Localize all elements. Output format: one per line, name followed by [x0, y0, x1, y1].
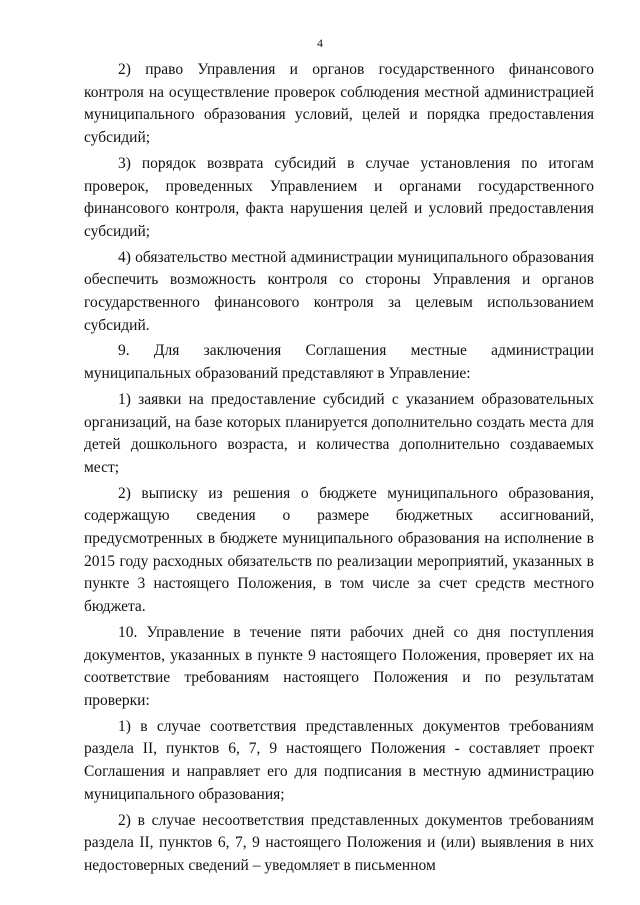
paragraph-item-3-refund: 3) порядок возврата субсидий в случае установления по итогам проверок, проведенных Управлением и органами государственного финансового контроля, факта нарушения целей и условий предоставления субсидий; [84, 154, 594, 240]
page-number: 4 [317, 36, 323, 50]
paragraph-item-1-compliance: 1) в случае соответствия представленных документов требованиям раздела II, пунктов 6, 7, 9 настоящего Положения - составляет проект Соглашения и направляет его для подписания в местную администрацию муниципального образования; [84, 717, 594, 803]
paragraph-section-9: 9. Для заключения Соглашения местные администрации муниципальных образований представляют в Управление: [84, 342, 594, 383]
document-body [84, 59, 594, 881]
paragraph-item-1-applications: 1) заявки на предоставление субсидий с указанием образовательных организаций, на базе которых планируется дополнительно создать места для детей дошкольного возраста, и количества дополнительно создаваемых мест; [84, 390, 594, 476]
paragraph-section-10: 10. Управление в течение пяти рабочих дней со дня поступления документов, указанных в пункте 9 настоящего Положения, проверяет их на соответствие требованиям настоящего Положения и по результатам проверки: [84, 623, 594, 709]
paragraph-item-4-obligation: 4) обязательство местной администрации муниципального образования обеспечить возможность контроля со стороны Управления и органов государственного финансового контроля за целевым использованием субсидий. [84, 248, 594, 334]
paragraph-item-2-budget-extract: 2) выписку из решения о бюджете муниципального образования, содержащую сведения о размере бюджетных ассигнований, предусмотренных в бюджете муниципального образования на исполнение в 2015 году расходных обязательств по реализации мероприятий, указанных в пункте 3 настоящего Положения, в том числе за счет средств местного бюджета. [84, 484, 594, 616]
paragraph-item-2-rights: 2) право Управления и органов государственного финансового контроля на осуществление проверок соблюдения местной администрацией муниципального образования условий, целей и порядка предоставления субсидий; [84, 61, 594, 147]
paragraph-item-2-noncompliance: 2) в случае несоответствия представленных документов требованиям раздела II, пунктов 6, 7, 9 настоящего Положения и (или) выявления в них недостоверных сведений – уведомляет в письменном [84, 811, 594, 874]
